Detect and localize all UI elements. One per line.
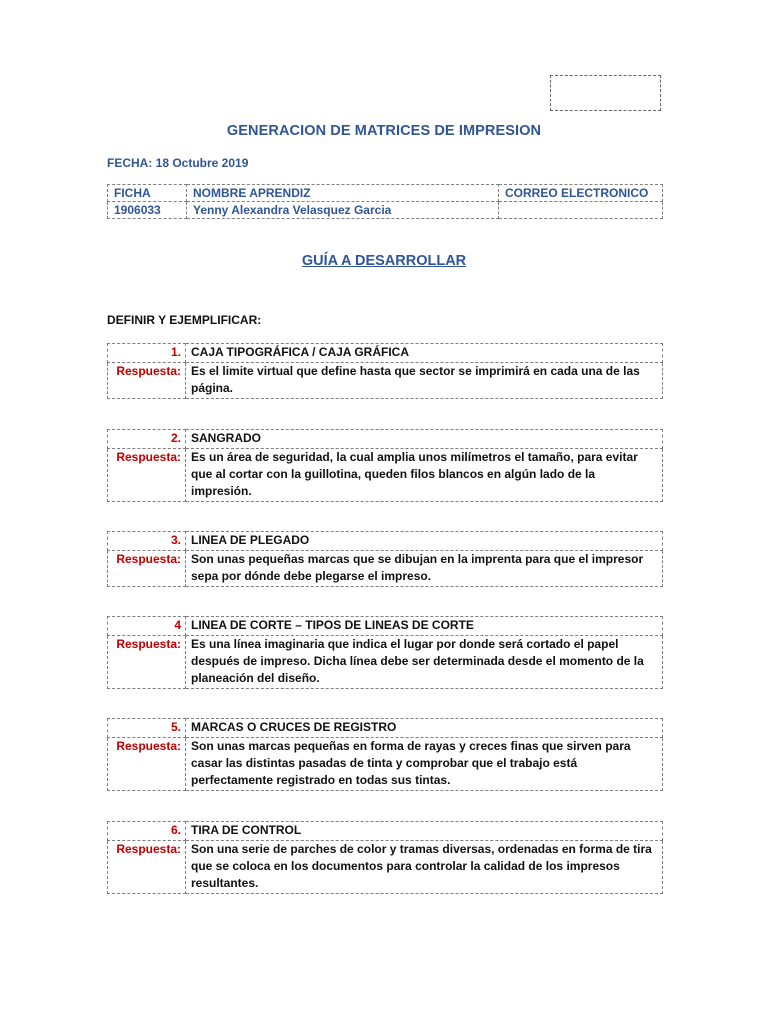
question-row: [108, 430, 663, 449]
answer-row: [108, 551, 663, 587]
answer-text: Son unas pequeñas marcas que se dibujan en la imprenta para que el impresor sepa por dónde debe plegarse el impreso.: [186, 551, 663, 587]
answer-text: Son unas marcas pequeñas en forma de rayas y creces finas que sirven para casar las distintas pasadas de tinta y comprobar que el trabajo está perfectamente registrado en todas sus tintas.: [186, 738, 663, 791]
answer-text: Es una línea imaginaria que indica el lugar por donde será cortado el papel después de impreso. Dicha línea debe ser determinada desde el momento de la planeación del diseño.: [186, 636, 663, 689]
response-label: Respuesta:: [108, 363, 186, 399]
info-data-row: [108, 202, 663, 219]
info-header-row: [108, 185, 663, 202]
question-number: 3.: [108, 532, 186, 551]
nombre-value: Yenny Alexandra Velasquez Garcia: [187, 202, 499, 219]
question-heading: SANGRADO: [186, 430, 663, 449]
question-block: [107, 718, 663, 791]
question-heading: CAJA TIPOGRÁFICA / CAJA GRÁFICA: [186, 344, 663, 363]
header-ficha: FICHA: [108, 185, 187, 202]
question-row: [108, 719, 663, 738]
answer-text: Son una serie de parches de color y tramas diversas, ordenadas en forma de tira que se coloca en los documentos para controlar la calidad de los impresos resultantes.: [186, 841, 663, 894]
ficha-value: 1906033: [108, 202, 187, 219]
response-label: Respuesta:: [108, 636, 186, 689]
answer-row: [108, 449, 663, 502]
question-heading: MARCAS O CRUCES DE REGISTRO: [186, 719, 663, 738]
correo-value: [499, 202, 663, 219]
answer-row: [108, 363, 663, 399]
document-title: GENERACION DE MATRICES DE IMPRESION: [226, 123, 542, 139]
question-number: 2.: [108, 430, 186, 449]
answer-text: Es un área de seguridad, la cual amplia unos milímetros el tamaño, para evitar que al cortar con la guillotina, queden filos blancos en algún lado de la impresión.: [186, 449, 663, 502]
guide-title: GUÍA A DESARROLLAR: [301, 253, 467, 269]
response-label: Respuesta:: [108, 738, 186, 791]
question-number: 6.: [108, 822, 186, 841]
date-line: FECHA: 18 Octubre 2019: [107, 156, 249, 170]
question-heading: LINEA DE PLEGADO: [186, 532, 663, 551]
response-label: Respuesta:: [108, 841, 186, 894]
response-label: Respuesta:: [108, 449, 186, 502]
answer-text: Es el limite virtual que define hasta que sector se imprimirá en cada una de las página.: [186, 363, 663, 399]
response-label: Respuesta:: [108, 551, 186, 587]
question-heading: TIRA DE CONTROL: [186, 822, 663, 841]
question-row: [108, 344, 663, 363]
question-row: [108, 822, 663, 841]
answer-row: [108, 841, 663, 894]
question-block: [107, 429, 663, 502]
question-number: 4: [108, 617, 186, 636]
question-number: 5.: [108, 719, 186, 738]
question-block: [107, 343, 663, 399]
question-row: [108, 617, 663, 636]
question-number: 1.: [108, 344, 186, 363]
question-row: [108, 532, 663, 551]
question-block: [107, 531, 663, 587]
answer-row: [108, 738, 663, 791]
empty-header-box: [550, 75, 661, 111]
header-nombre-aprendiz: NOMBRE APRENDIZ: [187, 185, 499, 202]
student-info-table: [107, 184, 663, 219]
question-block: [107, 616, 663, 689]
header-correo: CORREO ELECTRONICO: [499, 185, 663, 202]
question-heading: LINEA DE CORTE – TIPOS DE LINEAS DE CORTE: [186, 617, 663, 636]
instruction-text: DEFINIR Y EJEMPLIFICAR:: [107, 313, 262, 327]
answer-row: [108, 636, 663, 689]
question-block: [107, 821, 663, 894]
